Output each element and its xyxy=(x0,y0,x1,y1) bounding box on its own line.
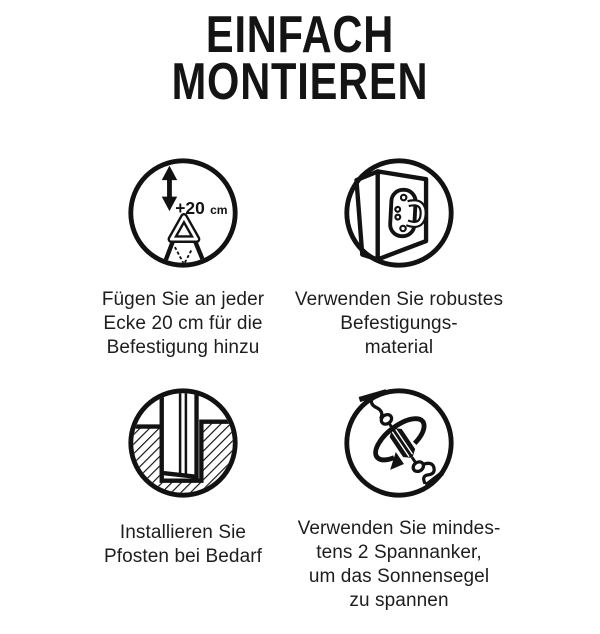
measurement-label: +20 xyxy=(175,197,205,218)
page-title xyxy=(0,6,600,111)
wall-bracket-icon-svg xyxy=(341,155,457,271)
step-caption xyxy=(276,517,522,613)
page-title-line-2: MONTIEREN xyxy=(171,53,429,111)
caption-line: Fügen Sie an jeder xyxy=(101,289,265,310)
page-title-line-1: EINFACH xyxy=(205,6,395,64)
post-in-ground-icon xyxy=(125,385,241,501)
corner-measure-icon xyxy=(125,155,241,271)
caption-line: Pfosten bei Bedarf xyxy=(103,546,263,567)
triangle-ring-shape xyxy=(171,217,196,239)
caption-line: material xyxy=(364,337,434,358)
step-robust-hardware xyxy=(276,155,522,360)
step-tension-anchors xyxy=(276,385,522,613)
post-in-ground-icon-svg xyxy=(125,385,241,501)
corner-measure-icon-svg xyxy=(125,155,241,271)
step-caption xyxy=(60,288,306,360)
caption-line: Befestigung hinzu xyxy=(106,337,260,358)
caption-line: Ecke 20 cm für die xyxy=(103,313,263,334)
stitch-dotted-line xyxy=(175,248,192,264)
turnbuckle-icon-svg xyxy=(341,385,457,501)
caption-line: Installieren Sie xyxy=(119,522,247,543)
wall-bracket-icon xyxy=(341,155,457,271)
caption-line: um das Sonnensegel xyxy=(308,566,490,587)
caption-line: Befestigungs- xyxy=(340,313,458,334)
step-caption xyxy=(60,521,306,569)
caption-line: zu spannen xyxy=(349,590,449,611)
measurement-unit-label: cm xyxy=(210,202,228,217)
step-install-posts xyxy=(60,385,306,569)
caption-line: tens 2 Spannanker, xyxy=(316,542,482,563)
post-shape xyxy=(162,385,197,477)
caption-line: Verwenden Sie robustes xyxy=(294,289,504,310)
step-caption xyxy=(276,288,522,360)
caption-line: Verwenden Sie mindes- xyxy=(297,518,501,539)
turnbuckle-icon xyxy=(341,385,457,501)
step-corner-allowance xyxy=(60,155,306,360)
